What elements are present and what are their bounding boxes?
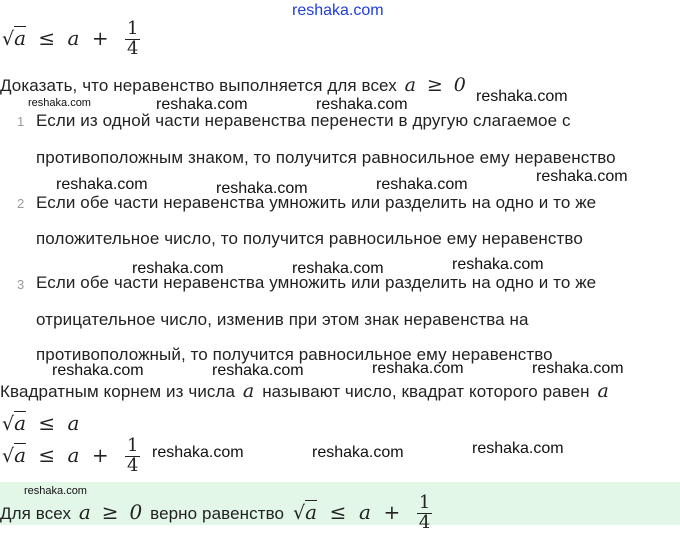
plus-sign: + [91, 25, 109, 50]
watermark: reshaka.com [24, 485, 87, 497]
rule-line: Если обе части неравенства умножить или разделить на одно и то же [36, 273, 597, 292]
rhs-variable: a [67, 25, 80, 50]
watermark: reshaka.com [56, 176, 148, 193]
watermark: reshaka.com [312, 444, 404, 461]
task-statement [0, 74, 466, 96]
definition-text-2: называют число, квадрат которого равен [262, 382, 590, 401]
fraction-numerator: 1 [418, 492, 431, 513]
fraction-denominator: 4 [418, 511, 431, 533]
relation-sign: ≤ [329, 499, 347, 524]
definition-line [0, 380, 609, 402]
watermark-top: reshaka.com [292, 2, 384, 19]
watermark: reshaka.com [152, 444, 244, 461]
rhs-variable: a [67, 442, 80, 467]
sqrt-symbol: √a [2, 25, 27, 50]
rule-index: 2 [17, 196, 25, 211]
task-relation: ≥ [426, 74, 443, 96]
conclusion-value: 0 [129, 499, 143, 524]
watermark: reshaka.com [316, 96, 408, 113]
formula-1 [2, 20, 140, 59]
watermark: reshaka.com [472, 440, 564, 457]
watermark: reshaka.com [532, 360, 624, 377]
fraction-denominator: 4 [126, 37, 139, 59]
formula-3 [2, 437, 140, 476]
formula-2 [2, 411, 79, 435]
conclusion-line [0, 494, 432, 533]
rule-line: отрицательное число, изменив при этом знак неравенства на [36, 310, 529, 329]
rule-line: Если из одной части неравенства перенести в другую слагаемое с [36, 111, 571, 130]
fraction [125, 437, 140, 476]
watermark: reshaka.com [476, 88, 568, 105]
sqrt-symbol: √a [292, 499, 318, 524]
conclusion-formula [292, 492, 432, 533]
sqrt-symbol: √a [2, 442, 27, 467]
watermark: reshaka.com [216, 180, 308, 197]
fraction-denominator: 4 [126, 454, 139, 476]
conclusion-relation: ≥ [101, 499, 119, 524]
definition-text: Квадратным корнем из числа [0, 382, 236, 401]
rule-index: 3 [17, 277, 25, 292]
relation-sign: ≤ [38, 411, 56, 435]
plus-sign: + [383, 499, 401, 524]
task-text: Доказать, что неравенство выполняется для всех [0, 76, 397, 95]
sqrt-radicand: a [14, 411, 27, 435]
fraction-numerator: 1 [126, 435, 139, 456]
definition-variable-2: a [597, 380, 609, 402]
conclusion-variable: a [78, 499, 91, 524]
watermark: reshaka.com [52, 362, 144, 379]
watermark: reshaka.com [28, 97, 91, 109]
rule-line: положительное число, то получится равносильное ему неравенство [36, 229, 583, 248]
conclusion-text-2: верно равенство [150, 503, 285, 523]
watermark: reshaka.com [132, 260, 224, 277]
sqrt-radicand: a [14, 442, 27, 467]
relation-sign: ≤ [38, 25, 56, 50]
watermark: reshaka.com [376, 176, 468, 193]
watermark: reshaka.com [156, 96, 248, 113]
watermark: reshaka.com [372, 360, 464, 377]
task-value: 0 [453, 74, 466, 96]
rule-line: противоположный, то получится равносильное ему неравенство [36, 345, 553, 364]
watermark: reshaka.com [292, 260, 384, 277]
conclusion-text: Для всех [0, 503, 72, 523]
relation-sign: ≤ [38, 442, 56, 467]
rhs-variable: a [67, 411, 80, 435]
watermark: reshaka.com [536, 168, 628, 185]
fraction [125, 20, 140, 59]
task-variable: a [404, 74, 417, 96]
plus-sign: + [91, 442, 109, 467]
definition-variable: a [242, 380, 255, 402]
rule-index: 1 [17, 114, 25, 129]
watermark: reshaka.com [212, 362, 304, 379]
sqrt-symbol: √a [2, 411, 27, 435]
sqrt-radicand: a [14, 25, 27, 50]
fraction [417, 494, 433, 533]
rule-line: Если обе части неравенства умножить или разделить на одно и то же [36, 193, 597, 212]
watermark: reshaka.com [452, 256, 544, 273]
fraction-numerator: 1 [126, 18, 139, 39]
rhs-variable: a [359, 499, 372, 524]
sqrt-radicand: a [305, 499, 318, 524]
rule-line: противоположным знаком, то получится равносильное ему неравенство [36, 148, 616, 167]
